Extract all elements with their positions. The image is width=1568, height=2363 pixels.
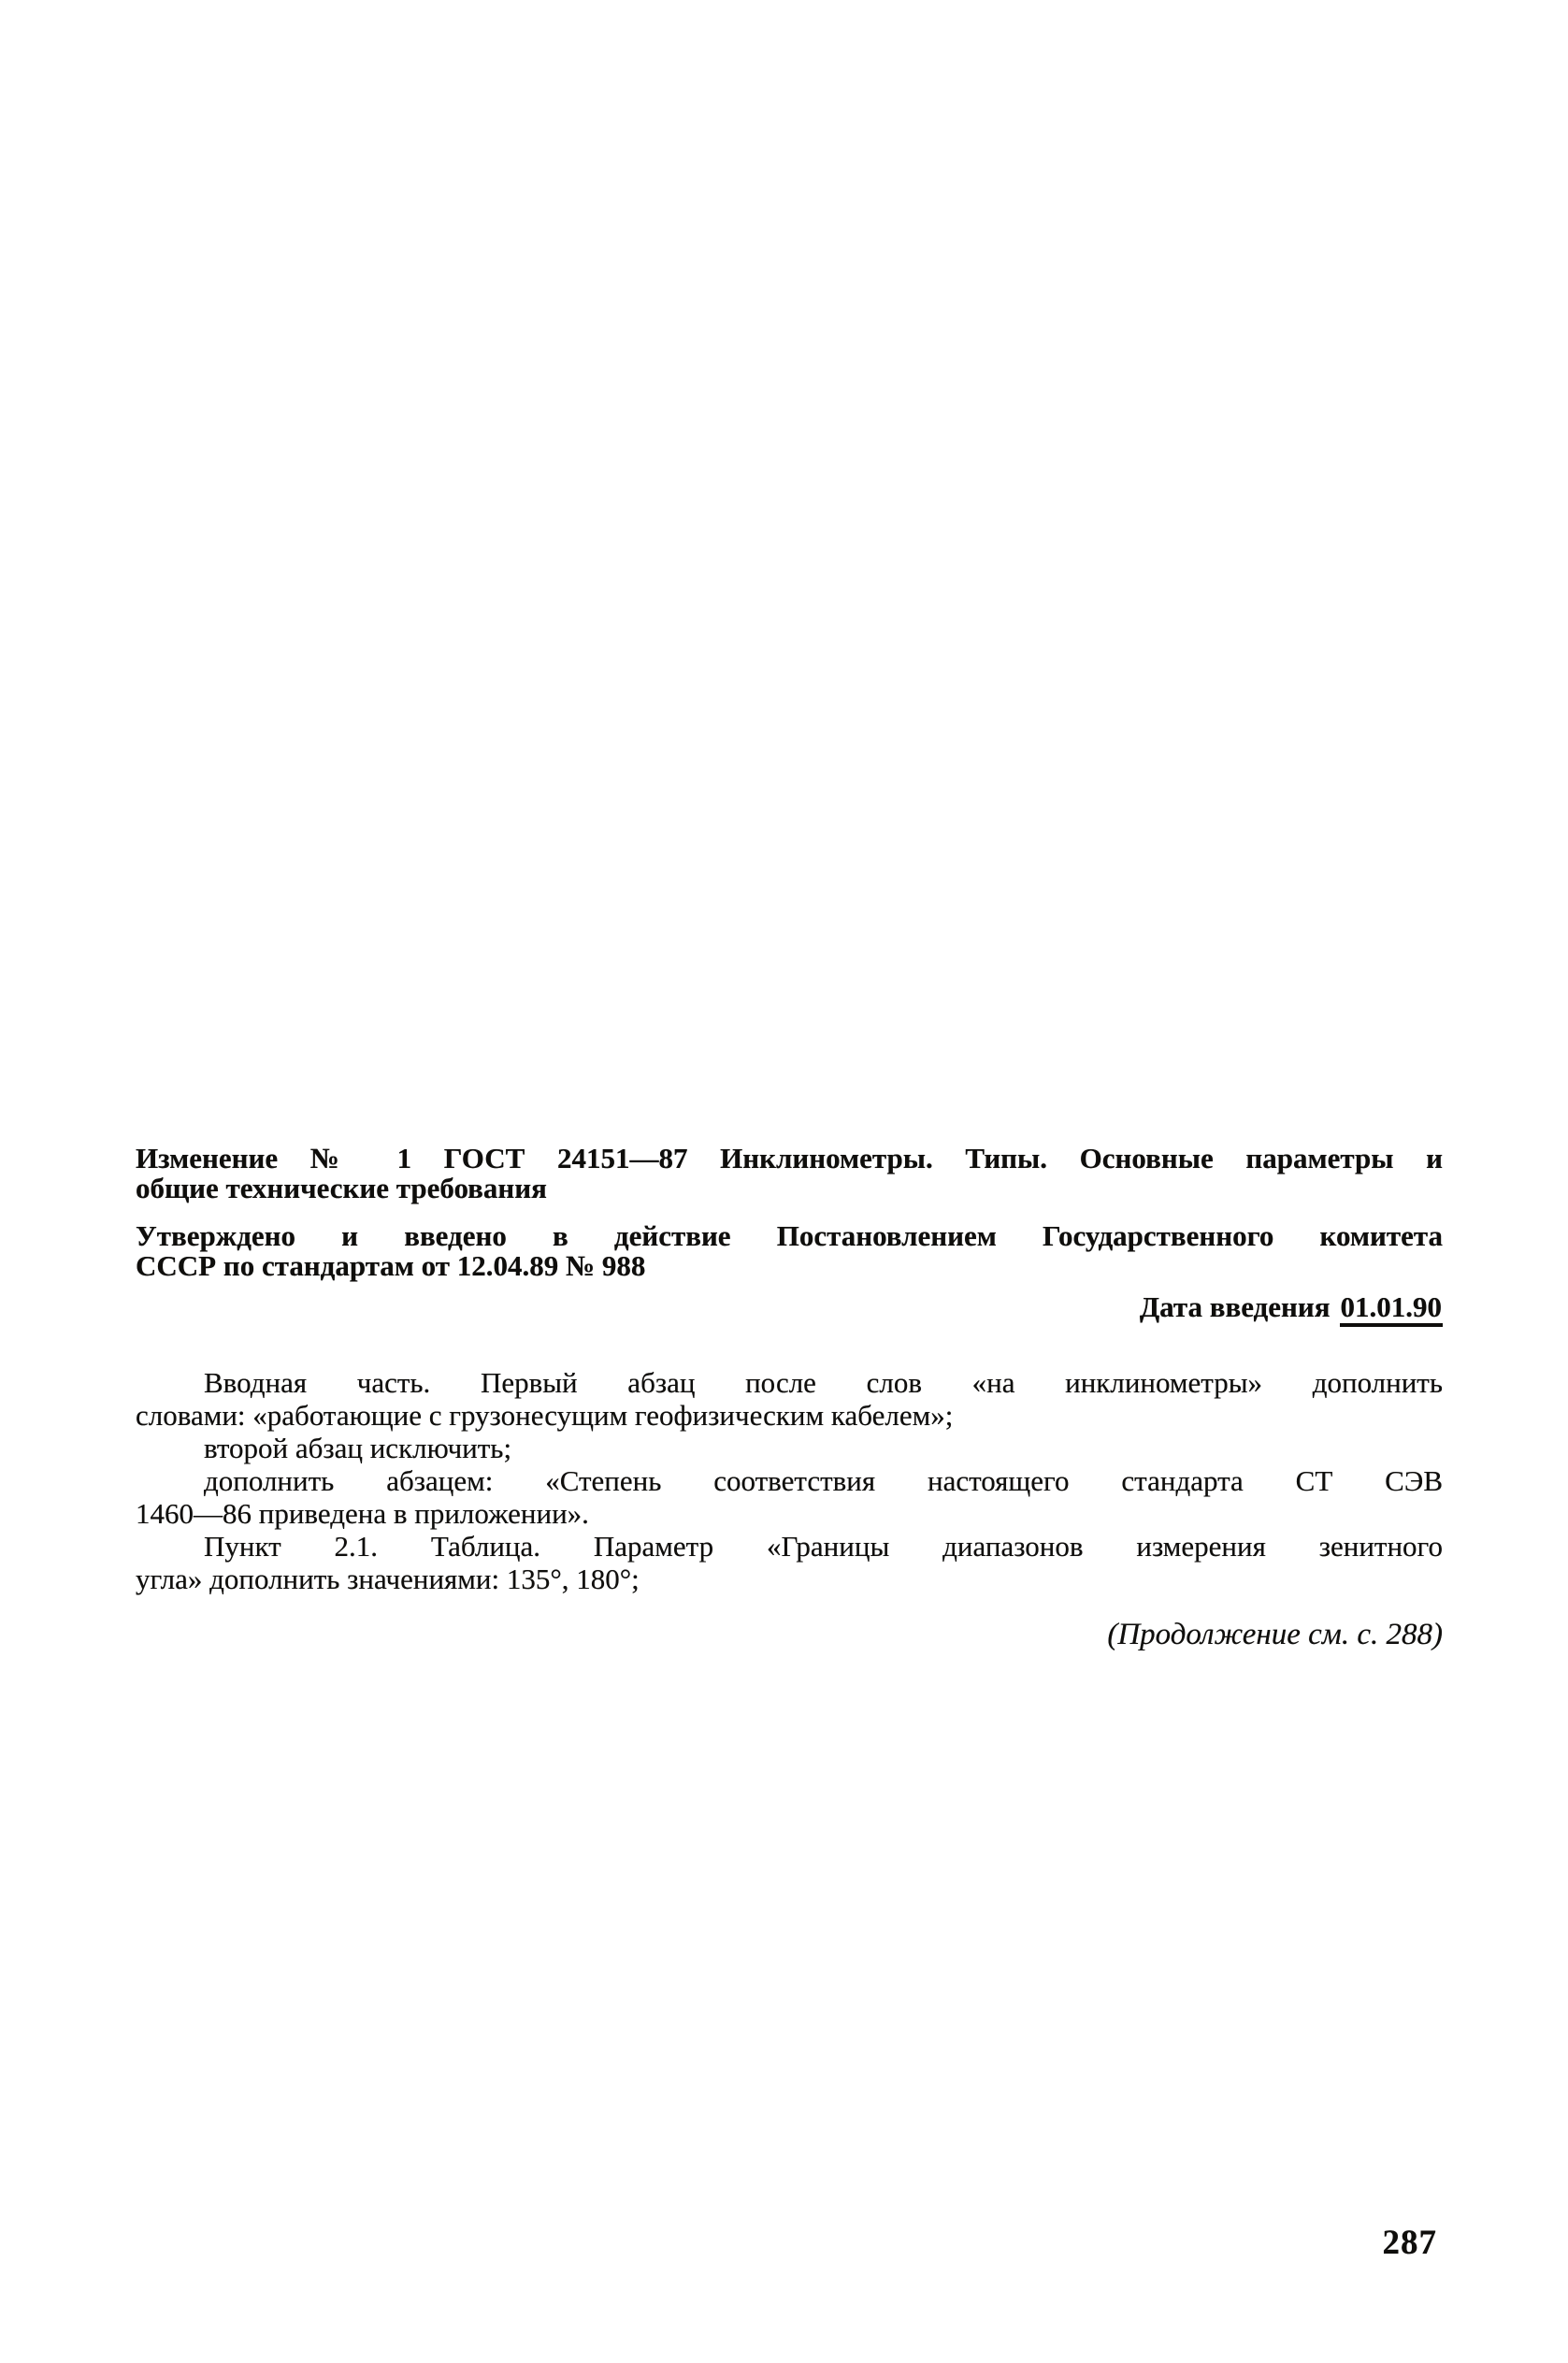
amendment-title-line-2: общие технические требования <box>136 1172 547 1204</box>
effective-date-line <box>136 1291 1443 1327</box>
amendment-title <box>136 1144 1443 1203</box>
continuation-note <box>136 1618 1443 1651</box>
amendment-title-line-1: Изменение № 1 ГОСТ 24151—87 Инклинометры. Типы. Основные параметры и <box>136 1142 1443 1174</box>
body-line: угла» дополнить значениями: 135°, 180°; <box>136 1563 640 1595</box>
body-line: Пункт 2.1. Таблица. Параметр «Границы диапазонов измерения зенитного <box>204 1530 1443 1563</box>
body-line: второй абзац исключить; <box>204 1432 512 1464</box>
approval-line-1: Утверждено и введено в действие Постановлением Государственного комитета <box>136 1219 1443 1252</box>
page-number: 287 <box>1382 2224 1437 2262</box>
body-line: словами: «работающие с грузонесущим геофизическим кабелем»; <box>136 1399 954 1432</box>
effective-date-label: Дата введения <box>1139 1290 1331 1323</box>
amendment-body <box>136 1366 1443 1595</box>
approval-line-2: СССР по стандартам от 12.04.89 № 988 <box>136 1249 646 1282</box>
effective-date-value: 01.01.90 <box>1340 1291 1444 1327</box>
body-line: Вводная часть. Первый абзац после слов «на инклинометры» дополнить <box>204 1366 1443 1399</box>
approval-statement <box>136 1221 1443 1281</box>
body-line: 1460—86 приведена в приложении». <box>136 1497 589 1530</box>
continuation-note-text: (Продолжение см. с. 288) <box>1107 1618 1443 1651</box>
body-line: дополнить абзацем: «Степень соответствия настоящего стандарта СТ СЭВ <box>204 1464 1443 1497</box>
